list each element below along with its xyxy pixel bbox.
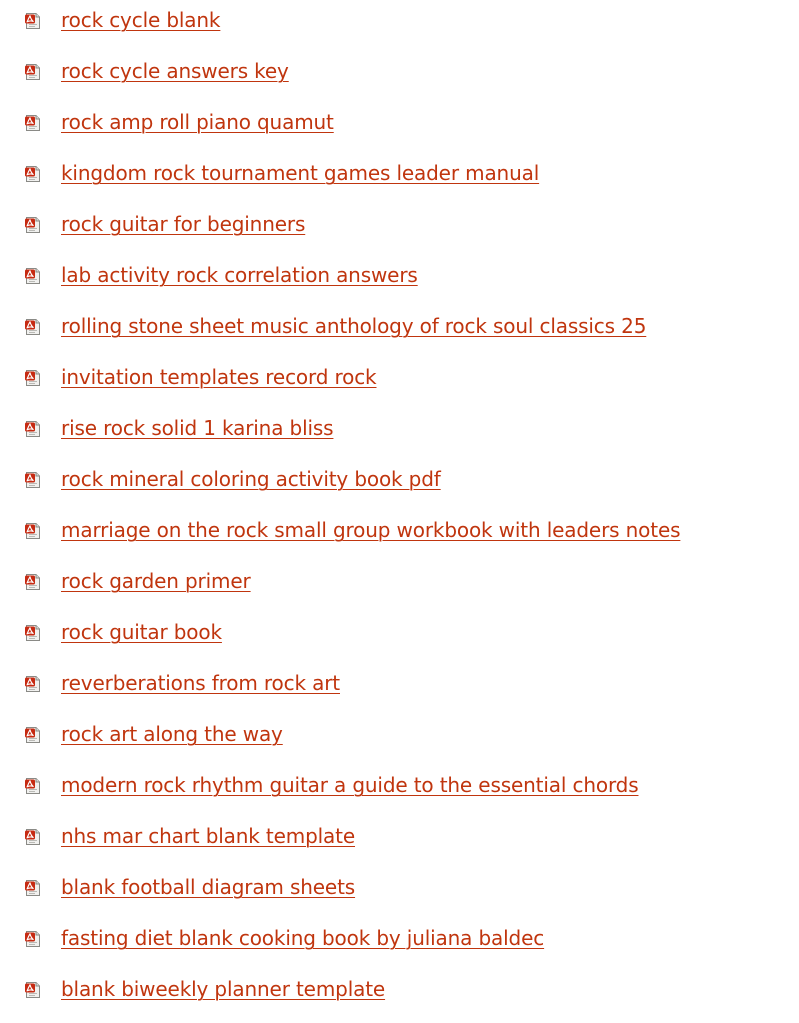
list-item — [0, 867, 799, 918]
document-link[interactable]: invitation templates record rock — [61, 365, 377, 389]
pdf-document-icon — [24, 573, 42, 591]
pdf-document-icon — [24, 930, 42, 948]
list-item — [0, 816, 799, 867]
pdf-document-icon — [24, 828, 42, 846]
document-link[interactable]: blank biweekly planner template — [61, 977, 386, 1001]
document-link[interactable]: modern rock rhythm guitar a guide to the essential chords — [61, 773, 639, 797]
pdf-document-icon — [24, 879, 42, 897]
list-item — [0, 918, 799, 969]
list-item — [0, 204, 799, 255]
pdf-document-icon — [24, 420, 42, 438]
pdf-document-icon — [24, 318, 42, 336]
list-item — [0, 765, 799, 816]
list-item — [0, 459, 799, 510]
document-link[interactable]: rise rock solid 1 karina bliss — [61, 416, 334, 440]
document-link[interactable]: nhs mar chart blank template — [61, 824, 356, 848]
document-link[interactable]: rolling stone sheet music anthology of rock soul classics 25 — [61, 314, 647, 338]
list-item — [0, 510, 799, 561]
pdf-document-icon — [24, 471, 42, 489]
list-item — [0, 408, 799, 459]
list-item — [0, 969, 799, 1020]
pdf-document-icon — [24, 216, 42, 234]
document-link[interactable]: rock amp roll piano quamut — [61, 110, 334, 134]
list-item — [0, 612, 799, 663]
pdf-document-icon — [24, 522, 42, 540]
document-link[interactable]: rock guitar book — [61, 620, 222, 644]
list-item — [0, 357, 799, 408]
pdf-document-icon — [24, 675, 42, 693]
pdf-document-icon — [24, 63, 42, 81]
list-item — [0, 51, 799, 102]
document-link[interactable]: blank football diagram sheets — [61, 875, 356, 899]
document-link[interactable]: marriage on the rock small group workbook with leaders notes — [61, 518, 681, 542]
document-link[interactable]: rock guitar for beginners — [61, 212, 306, 236]
pdf-document-icon — [24, 369, 42, 387]
pdf-document-icon — [24, 726, 42, 744]
document-link[interactable]: rock mineral coloring activity book pdf — [61, 467, 441, 491]
document-link[interactable]: rock garden primer — [61, 569, 251, 593]
list-item — [0, 561, 799, 612]
pdf-document-icon — [24, 624, 42, 642]
document-link[interactable]: rock cycle answers key — [61, 59, 289, 83]
pdf-document-icon — [24, 114, 42, 132]
pdf-document-icon — [24, 12, 42, 30]
pdf-document-icon — [24, 165, 42, 183]
list-item — [0, 102, 799, 153]
document-link[interactable]: rock cycle blank — [61, 8, 221, 32]
list-item — [0, 255, 799, 306]
document-link[interactable]: fasting diet blank cooking book by juliana baldec — [61, 926, 545, 950]
list-item — [0, 714, 799, 765]
list-item — [0, 153, 799, 204]
list-item — [0, 306, 799, 357]
list-item — [0, 0, 799, 51]
pdf-document-icon — [24, 267, 42, 285]
document-link[interactable]: kingdom rock tournament games leader manual — [61, 161, 540, 185]
list-item — [0, 663, 799, 714]
pdf-document-icon — [24, 777, 42, 795]
document-link[interactable]: rock art along the way — [61, 722, 283, 746]
document-link[interactable]: lab activity rock correlation answers — [61, 263, 418, 287]
document-link[interactable]: reverberations from rock art — [61, 671, 340, 695]
pdf-document-icon — [24, 981, 42, 999]
